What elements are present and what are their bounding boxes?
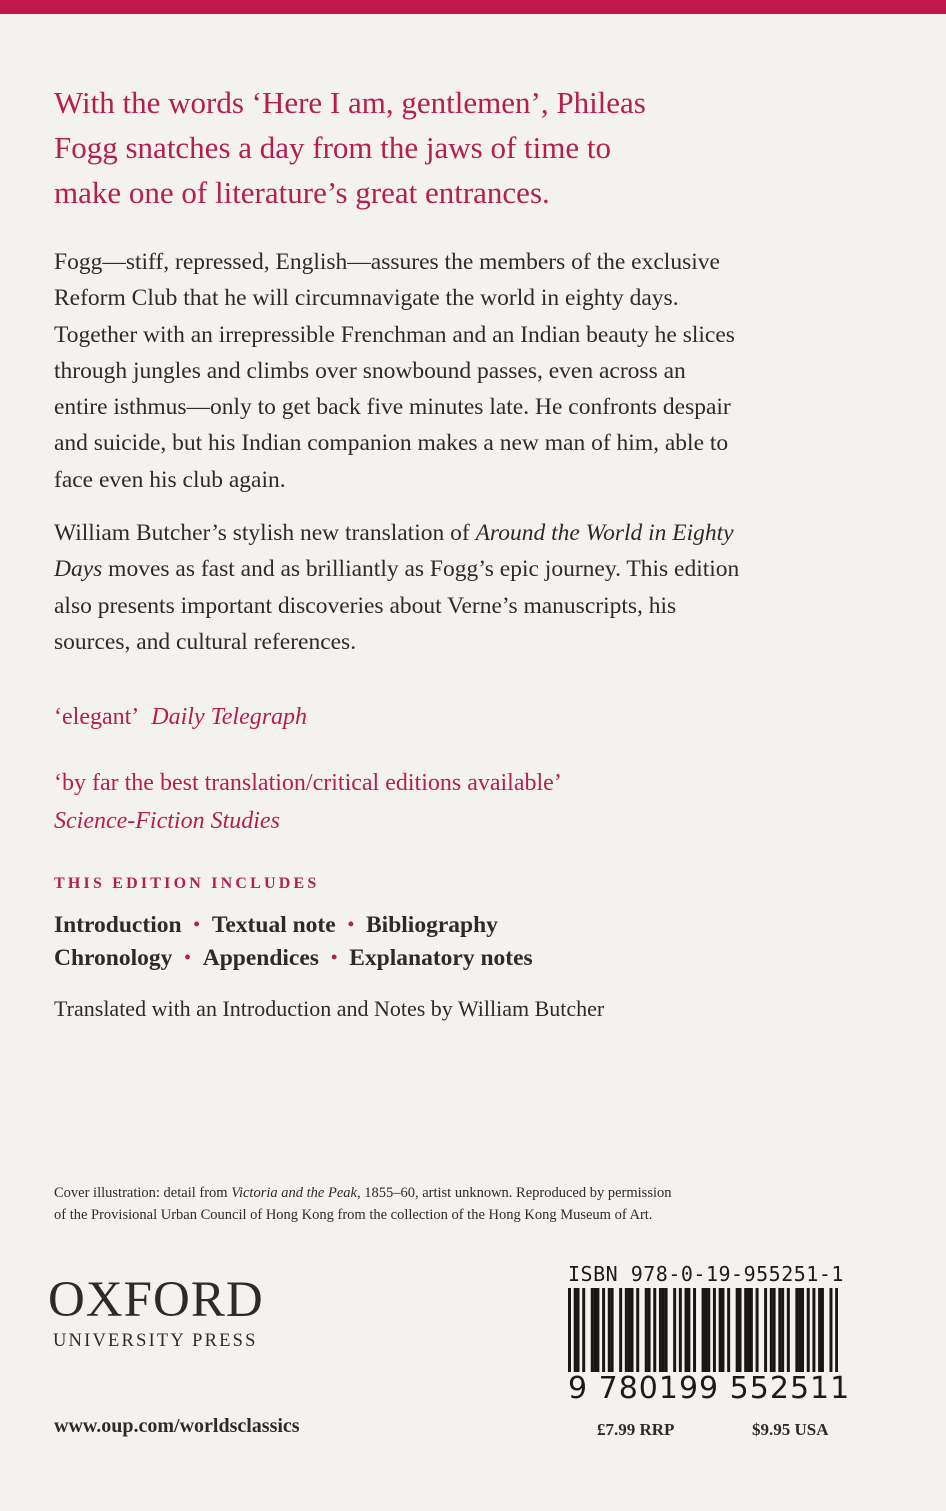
barcode-bar — [596, 1288, 599, 1372]
barcode-bar — [645, 1288, 648, 1372]
barcode-bar — [747, 1288, 750, 1372]
top-color-band — [0, 0, 946, 14]
barcode-bar — [707, 1288, 710, 1372]
barcode-bar — [625, 1288, 628, 1372]
description-paragraph-2 — [54, 515, 874, 660]
barcode-bar — [812, 1288, 815, 1372]
credit-line — [54, 1182, 854, 1204]
publisher-subtitle: UNIVERSITY PRESS — [53, 1331, 258, 1351]
barcode-bar — [821, 1288, 824, 1372]
credit-text: , 1855–60, artist unknown. Reproduced by permission — [356, 1185, 672, 1201]
barcode-bar — [665, 1288, 668, 1372]
barcode-bar — [574, 1288, 577, 1372]
barcode-bar — [679, 1288, 682, 1372]
book-title: Around the World in Eighty — [475, 520, 734, 546]
barcode-bar — [608, 1288, 611, 1372]
barcode-bar — [739, 1288, 742, 1372]
barcode-bar — [591, 1288, 594, 1372]
barcode-bar — [702, 1288, 705, 1372]
bullet-icon: • — [184, 947, 191, 967]
includes-heading: THIS EDITION INCLUDES — [54, 875, 320, 892]
barcode-bar — [568, 1288, 571, 1372]
barcode-bar — [835, 1288, 838, 1372]
tagline-line: Fogg snatches a day from the jaws of time to — [54, 130, 612, 165]
barcode-bar — [713, 1288, 716, 1372]
review-quote-2: ‘by far the best translation/critical editions available’ — [54, 770, 562, 796]
book-title: Days — [54, 556, 103, 583]
description-line: and suicide, but his Indian companion makes a new man of him, able to — [54, 430, 729, 457]
barcode-bar — [582, 1288, 585, 1372]
barcode-bar — [653, 1288, 656, 1372]
cover-illustration-credit — [54, 1182, 854, 1226]
includes-item: Explanatory notes — [349, 945, 533, 971]
credit-line: of the Provisional Urban Council of Hong Kong from the collection of the Hong Kong Museum of Art. — [54, 1207, 653, 1223]
barcode-bar — [628, 1288, 631, 1372]
tagline-blurb — [54, 80, 774, 215]
barcode-bar — [781, 1288, 784, 1372]
barcode-bar — [801, 1288, 804, 1372]
description-line: entire isthmus—only to get back five minutes late. He confronts despair — [54, 394, 731, 421]
barcode-bar — [798, 1288, 801, 1372]
tagline-line: make one of literature’s great entrances. — [54, 175, 550, 210]
barcode-bar — [787, 1288, 790, 1372]
barcode-bar — [727, 1288, 730, 1372]
bullet-icon: • — [347, 914, 354, 934]
review-text: ‘elegant’ — [54, 704, 140, 730]
includes-item: Appendices — [202, 945, 319, 971]
barcode-bar — [778, 1288, 781, 1372]
tagline-line: With the words ‘Here I am, gentlemen’, Phileas — [54, 85, 646, 120]
barcode-bar — [636, 1288, 639, 1372]
description-text: William Butcher’s stylish new translation of — [54, 520, 476, 546]
barcode-bar — [659, 1288, 662, 1372]
barcode-bar — [648, 1288, 651, 1372]
barcode-icon — [568, 1288, 838, 1372]
description-line: also presents important discoveries about Verne’s manuscripts, his — [54, 592, 677, 619]
barcode-bar — [662, 1288, 665, 1372]
artwork-title: Victoria and the Peak — [231, 1185, 357, 1201]
barcode-bar — [704, 1288, 707, 1372]
barcode-bar — [795, 1288, 798, 1372]
description-line: through jungles and climbs over snowbound passes, even across an — [54, 357, 686, 384]
barcode-bar — [619, 1288, 622, 1372]
barcode-bar — [818, 1288, 821, 1372]
barcode-bar — [693, 1288, 696, 1372]
includes-item: Chronology — [54, 945, 173, 971]
price-us: $9.95 USA — [752, 1420, 829, 1439]
barcode-bar — [687, 1288, 690, 1372]
description-line: Together with an irrepressible Frenchman and an Indian beauty he slices — [54, 321, 735, 348]
barcode-bar — [756, 1288, 759, 1372]
price-uk: £7.99 RRP — [597, 1420, 675, 1439]
barcode-bar — [602, 1288, 605, 1372]
barcode-digits: 9 780199 552511 — [568, 1371, 851, 1406]
includes-item: Textual note — [211, 912, 336, 938]
barcode-bar — [750, 1288, 753, 1372]
review-source: Science-Fiction Studies — [54, 808, 280, 834]
barcode-bar — [764, 1288, 767, 1372]
credit-text: Cover illustration: detail from — [54, 1185, 232, 1201]
description-line: Fogg—stiff, repressed, English—assures the members of the exclusive — [54, 249, 720, 275]
barcode-bar — [577, 1288, 580, 1372]
review-quote-1 — [54, 699, 307, 735]
barcode-bar — [773, 1288, 776, 1372]
publisher-logo: OXFORD — [48, 1272, 264, 1328]
includes-row-2 — [54, 941, 533, 976]
barcode-bar — [631, 1288, 634, 1372]
includes-row-1 — [54, 908, 498, 943]
description-line: Reform Club that he will circumnavigate the world in eighty days. — [54, 285, 679, 312]
barcode-bar — [736, 1288, 739, 1372]
barcode-bar — [594, 1288, 597, 1372]
barcode-bar — [611, 1288, 614, 1372]
publisher-url-link[interactable]: www.oup.com/worldsclassics — [54, 1415, 300, 1437]
description-line: face even his club again. — [54, 466, 286, 493]
barcode-bar — [673, 1288, 676, 1372]
description-line: sources, and cultural references. — [54, 628, 357, 655]
bullet-icon: • — [330, 947, 338, 967]
barcode-bar — [829, 1288, 832, 1372]
barcode-bar — [744, 1288, 747, 1372]
bullet-icon: • — [193, 914, 200, 934]
description-text: moves as fast and as brilliantly as Fogg’s epic journey. This edition — [102, 556, 740, 583]
includes-item: Bibliography — [366, 912, 498, 938]
includes-item: Introduction — [54, 912, 182, 938]
description-line — [54, 551, 874, 587]
translator-credit: Translated with an Introduction and Notes by William Butcher — [54, 996, 605, 1021]
barcode-bar — [770, 1288, 773, 1372]
barcode-bar — [721, 1288, 724, 1372]
barcode-bar — [807, 1288, 810, 1372]
description-line — [54, 515, 874, 551]
description-paragraph-1 — [54, 244, 874, 498]
isbn-label: ISBN 978-0-19-955251-1 — [568, 1262, 844, 1286]
barcode-bar — [719, 1288, 722, 1372]
review-source: Daily Telegraph — [151, 704, 308, 730]
barcode-bar — [685, 1288, 688, 1372]
